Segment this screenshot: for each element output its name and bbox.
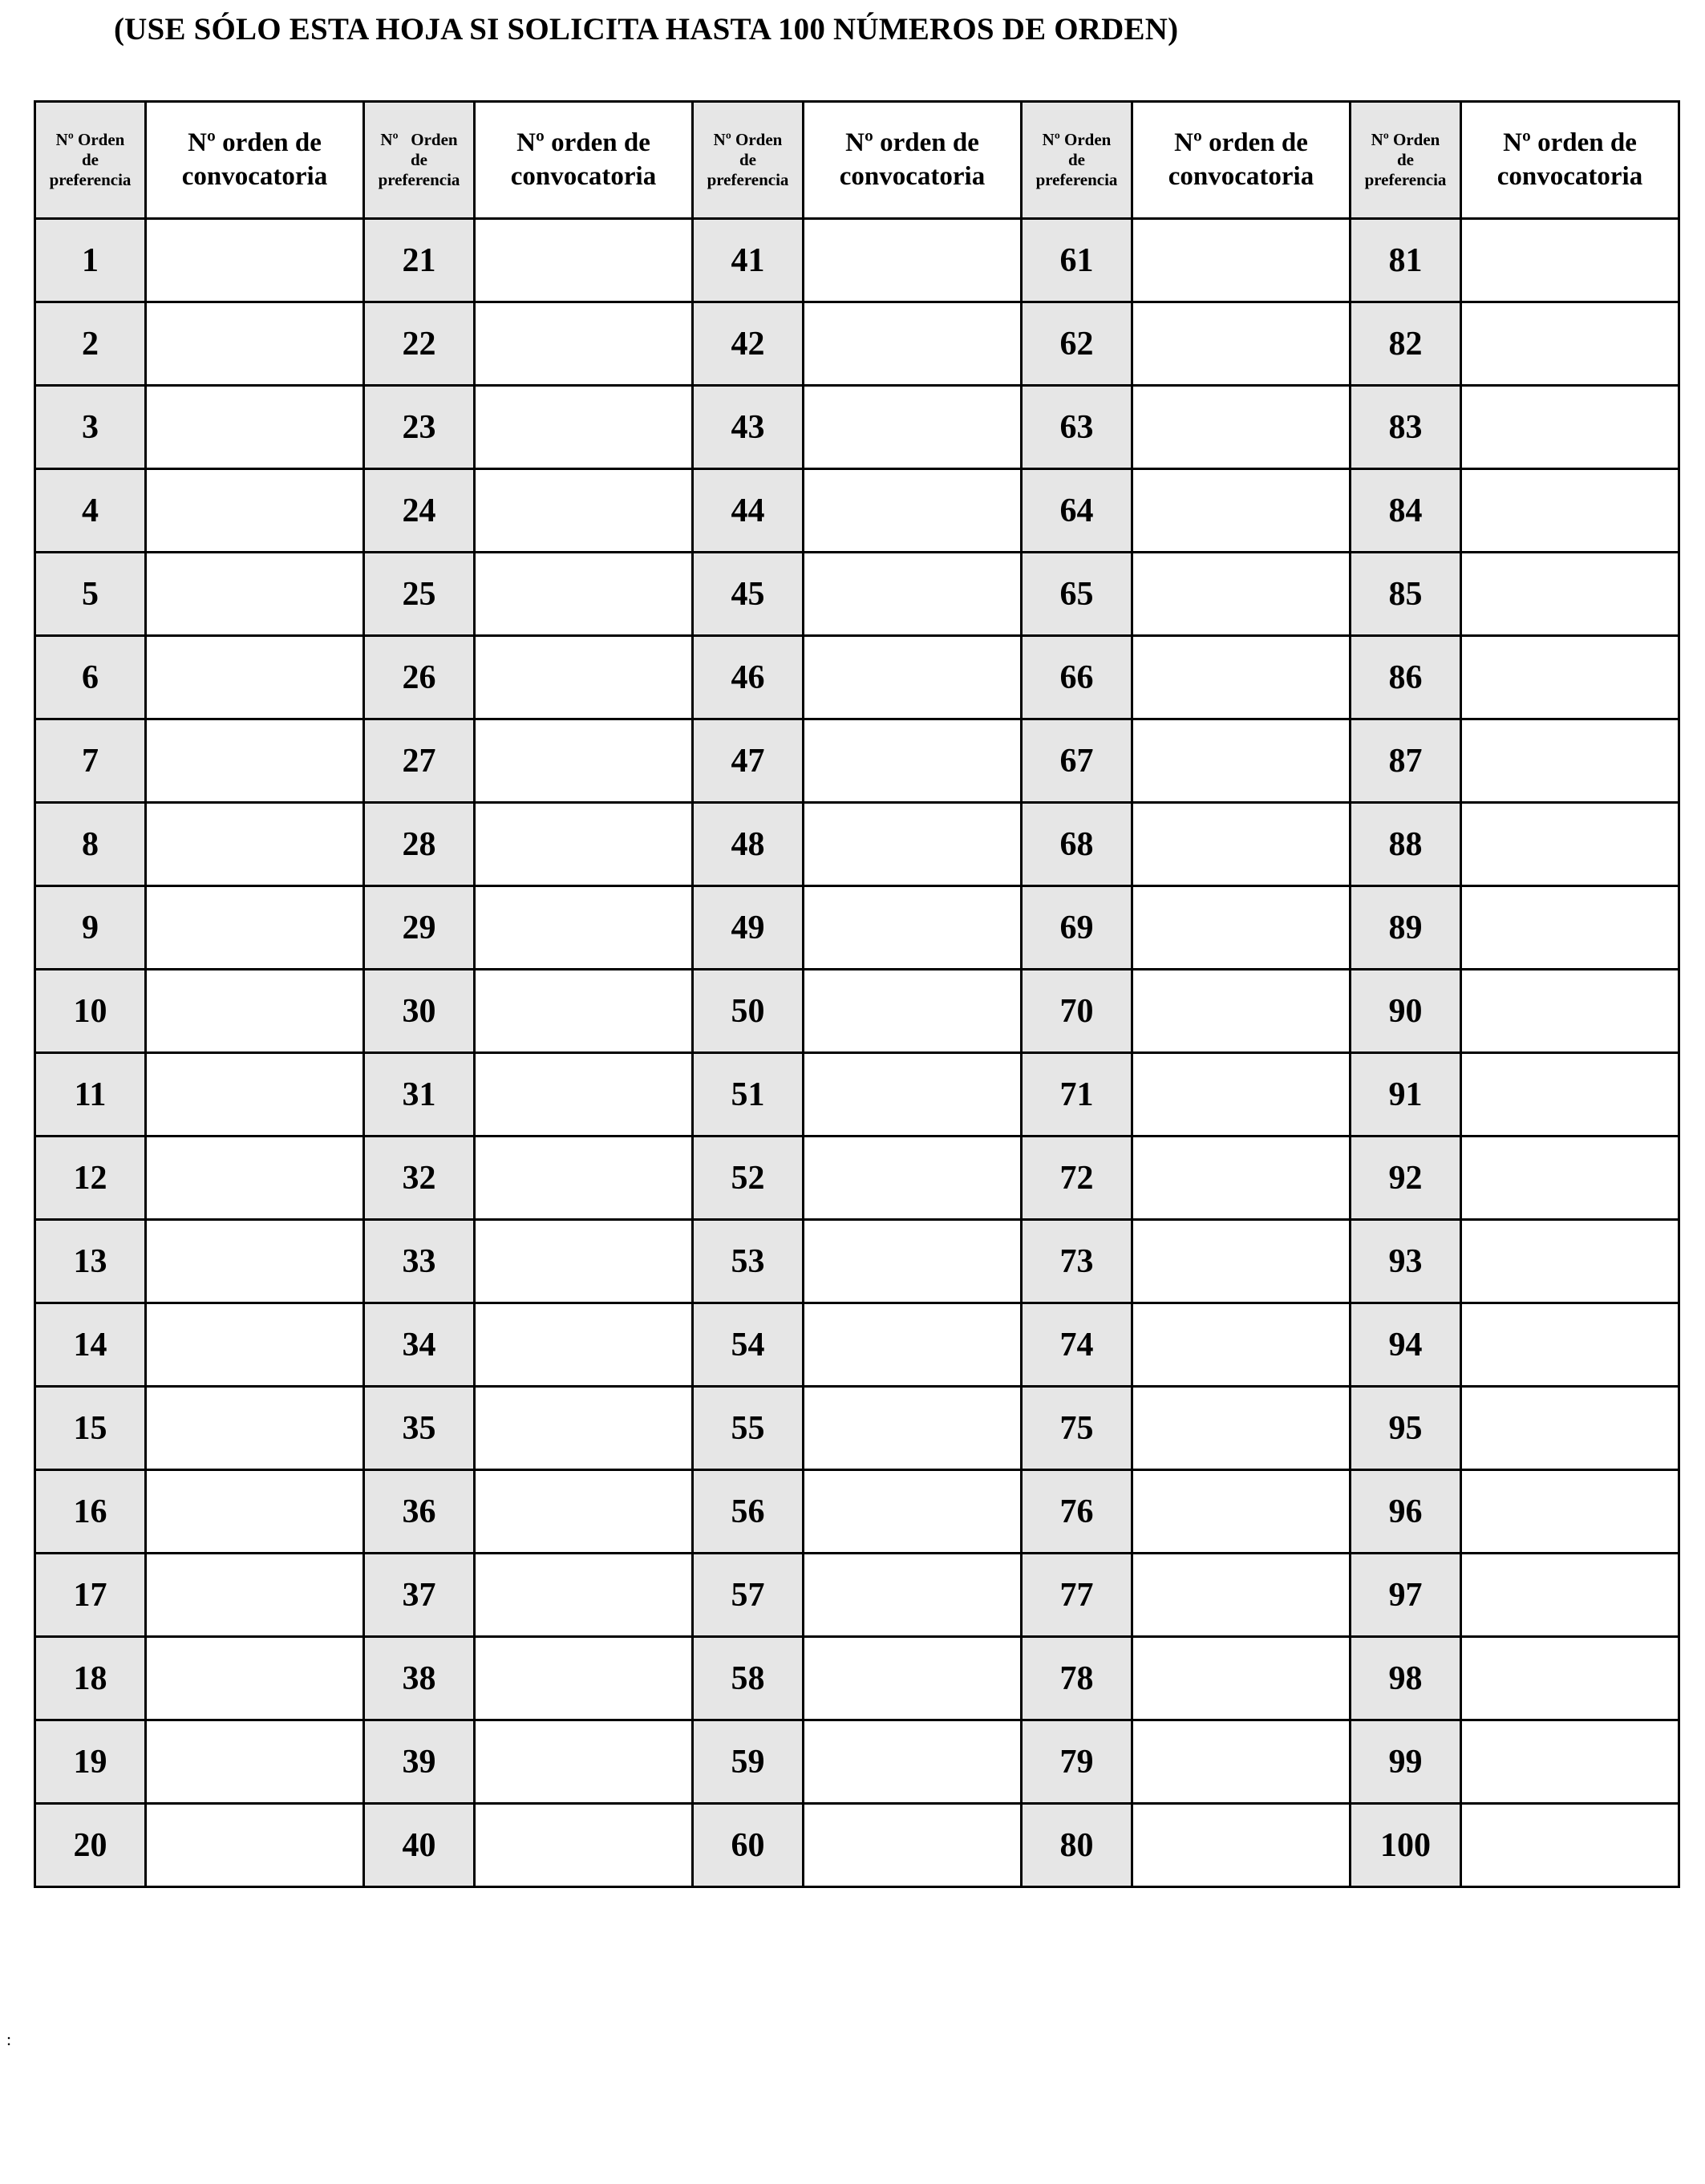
call-order-entry-cell[interactable]: [1461, 1387, 1679, 1470]
preference-number-cell: 42: [693, 302, 804, 386]
table-row: [35, 803, 1679, 886]
call-order-entry-cell[interactable]: [475, 636, 693, 719]
call-order-entry-cell[interactable]: [1132, 302, 1351, 386]
preference-number-cell: 86: [1351, 636, 1461, 719]
call-order-entry-cell[interactable]: [1461, 1720, 1679, 1804]
call-order-entry-cell[interactable]: [1461, 636, 1679, 719]
preference-number-cell: 84: [1351, 469, 1461, 553]
preference-number-cell: 100: [1351, 1804, 1461, 1887]
table-row: [35, 1053, 1679, 1137]
call-order-entry-cell[interactable]: [804, 1053, 1022, 1137]
table-row: [35, 1303, 1679, 1387]
preference-number-cell: 83: [1351, 386, 1461, 469]
call-order-entry-cell[interactable]: [475, 553, 693, 636]
call-order-entry-cell[interactable]: [146, 1303, 364, 1387]
call-order-entry-cell[interactable]: [804, 1720, 1022, 1804]
call-order-entry-cell[interactable]: [1461, 1303, 1679, 1387]
preference-number-cell: 70: [1022, 970, 1132, 1053]
preference-number-cell: 56: [693, 1470, 804, 1554]
preference-number-cell: 87: [1351, 719, 1461, 803]
stray-mark: :: [6, 2029, 12, 2049]
call-order-entry-cell[interactable]: [1132, 1053, 1351, 1137]
preference-number-cell: 92: [1351, 1137, 1461, 1220]
preference-number-cell: 38: [364, 1637, 475, 1720]
call-order-entry-cell[interactable]: [804, 636, 1022, 719]
preference-number-cell: 72: [1022, 1137, 1132, 1220]
call-order-entry-cell[interactable]: [475, 1470, 693, 1554]
preference-number-cell: 25: [364, 553, 475, 636]
call-order-entry-cell[interactable]: [475, 219, 693, 302]
call-order-entry-cell[interactable]: [146, 1053, 364, 1137]
call-order-entry-cell[interactable]: [146, 719, 364, 803]
preference-number-cell: 73: [1022, 1220, 1132, 1303]
preference-number-cell: 57: [693, 1554, 804, 1637]
preference-number-cell: 94: [1351, 1303, 1461, 1387]
preference-number-cell: 80: [1022, 1804, 1132, 1887]
preference-number-cell: 7: [35, 719, 146, 803]
preference-number-cell: 81: [1351, 219, 1461, 302]
call-order-entry-cell[interactable]: [475, 386, 693, 469]
call-order-entry-cell[interactable]: [475, 469, 693, 553]
call-order-entry-cell[interactable]: [1461, 553, 1679, 636]
call-order-entry-cell[interactable]: [475, 803, 693, 886]
preference-number-cell: 98: [1351, 1637, 1461, 1720]
call-order-entry-cell[interactable]: [1461, 1637, 1679, 1720]
call-order-entry-cell[interactable]: [146, 886, 364, 970]
table-row: [35, 1554, 1679, 1637]
table-row: [35, 719, 1679, 803]
call-order-entry-cell[interactable]: [146, 1137, 364, 1220]
preference-number-cell: 67: [1022, 719, 1132, 803]
call-order-entry-cell[interactable]: [146, 469, 364, 553]
call-order-entry-cell[interactable]: [475, 1303, 693, 1387]
call-order-entry-cell[interactable]: [475, 1137, 693, 1220]
call-order-entry-cell[interactable]: [1132, 803, 1351, 886]
call-order-entry-cell[interactable]: [146, 219, 364, 302]
preference-number-cell: 85: [1351, 553, 1461, 636]
table-row: [35, 1720, 1679, 1804]
preference-number-cell: 8: [35, 803, 146, 886]
call-order-entry-cell[interactable]: [1132, 553, 1351, 636]
call-order-entry-cell[interactable]: [1132, 219, 1351, 302]
call-order-entry-cell[interactable]: [475, 719, 693, 803]
call-order-entry-cell[interactable]: [804, 886, 1022, 970]
preference-number-cell: 51: [693, 1053, 804, 1137]
call-order-entry-cell[interactable]: [1132, 719, 1351, 803]
call-order-entry-cell[interactable]: [1132, 1387, 1351, 1470]
preference-number-cell: 43: [693, 386, 804, 469]
preference-number-cell: 47: [693, 719, 804, 803]
preference-number-cell: 79: [1022, 1720, 1132, 1804]
preference-number-cell: 2: [35, 302, 146, 386]
call-order-entry-cell[interactable]: [1461, 886, 1679, 970]
call-order-entry-cell[interactable]: [804, 719, 1022, 803]
preference-number-cell: 96: [1351, 1470, 1461, 1554]
call-order-entry-cell[interactable]: [804, 1470, 1022, 1554]
call-order-entry-cell[interactable]: [804, 469, 1022, 553]
preference-number-cell: 55: [693, 1387, 804, 1470]
header-preference-order: Nº Orden de preferencia: [1022, 102, 1132, 219]
call-order-entry-cell[interactable]: [804, 219, 1022, 302]
preference-number-cell: 5: [35, 553, 146, 636]
preference-number-cell: 39: [364, 1720, 475, 1804]
call-order-entry-cell[interactable]: [804, 1387, 1022, 1470]
call-order-entry-cell[interactable]: [1132, 1720, 1351, 1804]
call-order-entry-cell[interactable]: [804, 1804, 1022, 1887]
call-order-entry-cell[interactable]: [1132, 1804, 1351, 1887]
preference-number-cell: 10: [35, 970, 146, 1053]
call-order-entry-cell[interactable]: [146, 1804, 364, 1887]
preference-number-cell: 34: [364, 1303, 475, 1387]
call-order-entry-cell[interactable]: [1461, 1137, 1679, 1220]
table-row: [35, 386, 1679, 469]
table-row: [35, 970, 1679, 1053]
preference-number-cell: 17: [35, 1554, 146, 1637]
table-row: [35, 302, 1679, 386]
header-preference-order: Nº Orden de preferencia: [693, 102, 804, 219]
preference-number-cell: 54: [693, 1303, 804, 1387]
call-order-entry-cell[interactable]: [146, 803, 364, 886]
preference-number-cell: 60: [693, 1804, 804, 1887]
preference-number-cell: 52: [693, 1137, 804, 1220]
preference-number-cell: 77: [1022, 1554, 1132, 1637]
call-order-entry-cell[interactable]: [146, 1554, 364, 1637]
call-order-entry-cell[interactable]: [146, 1720, 364, 1804]
call-order-entry-cell[interactable]: [804, 1220, 1022, 1303]
table-row: [35, 219, 1679, 302]
call-order-entry-cell[interactable]: [1132, 1303, 1351, 1387]
preference-number-cell: 24: [364, 469, 475, 553]
preference-number-cell: 1: [35, 219, 146, 302]
preference-number-cell: 11: [35, 1053, 146, 1137]
preference-number-cell: 61: [1022, 219, 1132, 302]
header-call-order: Nº orden de convocatoria: [146, 102, 364, 219]
preference-number-cell: 69: [1022, 886, 1132, 970]
header-call-order: Nº orden de convocatoria: [804, 102, 1022, 219]
table-row: [35, 1637, 1679, 1720]
call-order-entry-cell[interactable]: [804, 1554, 1022, 1637]
preference-number-cell: 53: [693, 1220, 804, 1303]
preference-number-cell: 59: [693, 1720, 804, 1804]
preference-number-cell: 21: [364, 219, 475, 302]
call-order-entry-cell[interactable]: [475, 970, 693, 1053]
table-row: [35, 1137, 1679, 1220]
call-order-entry-cell[interactable]: [1132, 1220, 1351, 1303]
call-order-entry-cell[interactable]: [475, 1720, 693, 1804]
preference-number-cell: 66: [1022, 636, 1132, 719]
call-order-entry-cell[interactable]: [1132, 1554, 1351, 1637]
preference-number-cell: 32: [364, 1137, 475, 1220]
preference-number-cell: 64: [1022, 469, 1132, 553]
call-order-entry-cell[interactable]: [475, 1220, 693, 1303]
call-order-entry-cell[interactable]: [1461, 1220, 1679, 1303]
call-order-entry-cell[interactable]: [1461, 1470, 1679, 1554]
call-order-entry-cell[interactable]: [475, 1804, 693, 1887]
call-order-entry-cell[interactable]: [1461, 719, 1679, 803]
table-row: [35, 636, 1679, 719]
call-order-entry-cell[interactable]: [1461, 386, 1679, 469]
table-header-row: [35, 102, 1679, 219]
preference-number-cell: 15: [35, 1387, 146, 1470]
call-order-entry-cell[interactable]: [1461, 1053, 1679, 1137]
call-order-entry-cell[interactable]: [804, 386, 1022, 469]
preference-number-cell: 3: [35, 386, 146, 469]
preference-number-cell: 35: [364, 1387, 475, 1470]
header-call-order: Nº orden de convocatoria: [1461, 102, 1679, 219]
call-order-entry-cell[interactable]: [804, 302, 1022, 386]
preference-number-cell: 89: [1351, 886, 1461, 970]
call-order-entry-cell[interactable]: [146, 1470, 364, 1554]
preference-number-cell: 37: [364, 1554, 475, 1637]
preference-number-cell: 33: [364, 1220, 475, 1303]
call-order-entry-cell[interactable]: [475, 1053, 693, 1137]
call-order-entry-cell[interactable]: [475, 302, 693, 386]
page-title: (USE SÓLO ESTA HOJA SI SOLICITA HASTA 100 NÚMEROS DE ORDEN): [114, 12, 1179, 47]
preference-number-cell: 93: [1351, 1220, 1461, 1303]
preference-number-cell: 12: [35, 1137, 146, 1220]
preference-number-cell: 44: [693, 469, 804, 553]
preference-number-cell: 26: [364, 636, 475, 719]
call-order-entry-cell[interactable]: [475, 886, 693, 970]
call-order-entry-cell[interactable]: [146, 1387, 364, 1470]
call-order-entry-cell[interactable]: [475, 1387, 693, 1470]
call-order-entry-cell[interactable]: [1461, 219, 1679, 302]
preference-number-cell: 50: [693, 970, 804, 1053]
call-order-entry-cell[interactable]: [1132, 636, 1351, 719]
preference-number-cell: 75: [1022, 1387, 1132, 1470]
call-order-entry-cell[interactable]: [1132, 469, 1351, 553]
call-order-entry-cell[interactable]: [146, 386, 364, 469]
call-order-entry-cell[interactable]: [146, 1637, 364, 1720]
table-row: [35, 1804, 1679, 1887]
header-preference-order: Nº Orden de preferencia: [1351, 102, 1461, 219]
call-order-entry-cell[interactable]: [475, 1637, 693, 1720]
header-call-order: Nº orden de convocatoria: [475, 102, 693, 219]
call-order-entry-cell[interactable]: [1132, 386, 1351, 469]
call-order-entry-cell[interactable]: [146, 970, 364, 1053]
preference-number-cell: 97: [1351, 1554, 1461, 1637]
table-row: [35, 1470, 1679, 1554]
table-body: [35, 219, 1679, 1887]
call-order-entry-cell[interactable]: [1132, 886, 1351, 970]
preference-number-cell: 40: [364, 1804, 475, 1887]
preference-number-cell: 9: [35, 886, 146, 970]
preference-number-cell: 23: [364, 386, 475, 469]
call-order-entry-cell[interactable]: [146, 553, 364, 636]
call-order-entry-cell[interactable]: [1461, 970, 1679, 1053]
call-order-entry-cell[interactable]: [1461, 1804, 1679, 1887]
preference-number-cell: 22: [364, 302, 475, 386]
call-order-entry-cell[interactable]: [1132, 1137, 1351, 1220]
header-preference-order: Nº Orden de preferencia: [35, 102, 146, 219]
preference-number-cell: 74: [1022, 1303, 1132, 1387]
table-row: [35, 1387, 1679, 1470]
call-order-entry-cell[interactable]: [1132, 1637, 1351, 1720]
preference-number-cell: 82: [1351, 302, 1461, 386]
call-order-entry-cell[interactable]: [1461, 1554, 1679, 1637]
call-order-entry-cell[interactable]: [475, 1554, 693, 1637]
call-order-entry-cell[interactable]: [804, 553, 1022, 636]
preference-number-cell: 31: [364, 1053, 475, 1137]
preference-number-cell: 46: [693, 636, 804, 719]
preference-number-cell: 36: [364, 1470, 475, 1554]
preference-number-cell: 6: [35, 636, 146, 719]
table-row: [35, 886, 1679, 970]
call-order-entry-cell[interactable]: [1461, 803, 1679, 886]
preference-number-cell: 78: [1022, 1637, 1132, 1720]
preference-number-cell: 27: [364, 719, 475, 803]
preference-number-cell: 95: [1351, 1387, 1461, 1470]
preference-number-cell: 16: [35, 1470, 146, 1554]
call-order-entry-cell[interactable]: [146, 1220, 364, 1303]
table-row: [35, 1220, 1679, 1303]
preference-number-cell: 29: [364, 886, 475, 970]
preference-number-cell: 76: [1022, 1470, 1132, 1554]
order-preference-table: [34, 100, 1680, 1888]
table-row: [35, 553, 1679, 636]
call-order-entry-cell[interactable]: [1461, 469, 1679, 553]
header-preference-order: Nº Orden de preferencia: [364, 102, 475, 219]
preference-number-cell: 18: [35, 1637, 146, 1720]
preference-number-cell: 45: [693, 553, 804, 636]
call-order-entry-cell[interactable]: [1461, 302, 1679, 386]
preference-number-cell: 28: [364, 803, 475, 886]
call-order-entry-cell[interactable]: [804, 970, 1022, 1053]
preference-number-cell: 68: [1022, 803, 1132, 886]
preference-number-cell: 71: [1022, 1053, 1132, 1137]
preference-number-cell: 99: [1351, 1720, 1461, 1804]
call-order-entry-cell[interactable]: [804, 1137, 1022, 1220]
preference-number-cell: 14: [35, 1303, 146, 1387]
call-order-entry-cell[interactable]: [1132, 1470, 1351, 1554]
preference-number-cell: 49: [693, 886, 804, 970]
preference-number-cell: 63: [1022, 386, 1132, 469]
preference-number-cell: 48: [693, 803, 804, 886]
preference-number-cell: 65: [1022, 553, 1132, 636]
preference-number-cell: 62: [1022, 302, 1132, 386]
preference-number-cell: 19: [35, 1720, 146, 1804]
header-call-order: Nº orden de convocatoria: [1132, 102, 1351, 219]
preference-number-cell: 41: [693, 219, 804, 302]
call-order-entry-cell[interactable]: [146, 636, 364, 719]
call-order-entry-cell[interactable]: [804, 803, 1022, 886]
preference-number-cell: 20: [35, 1804, 146, 1887]
preference-number-cell: 88: [1351, 803, 1461, 886]
table-row: [35, 469, 1679, 553]
preference-number-cell: 90: [1351, 970, 1461, 1053]
call-order-entry-cell[interactable]: [146, 302, 364, 386]
preference-number-cell: 58: [693, 1637, 804, 1720]
preference-number-cell: 4: [35, 469, 146, 553]
preference-number-cell: 13: [35, 1220, 146, 1303]
preference-number-cell: 91: [1351, 1053, 1461, 1137]
call-order-entry-cell[interactable]: [804, 1637, 1022, 1720]
preference-number-cell: 30: [364, 970, 475, 1053]
call-order-entry-cell[interactable]: [1132, 970, 1351, 1053]
call-order-entry-cell[interactable]: [804, 1303, 1022, 1387]
